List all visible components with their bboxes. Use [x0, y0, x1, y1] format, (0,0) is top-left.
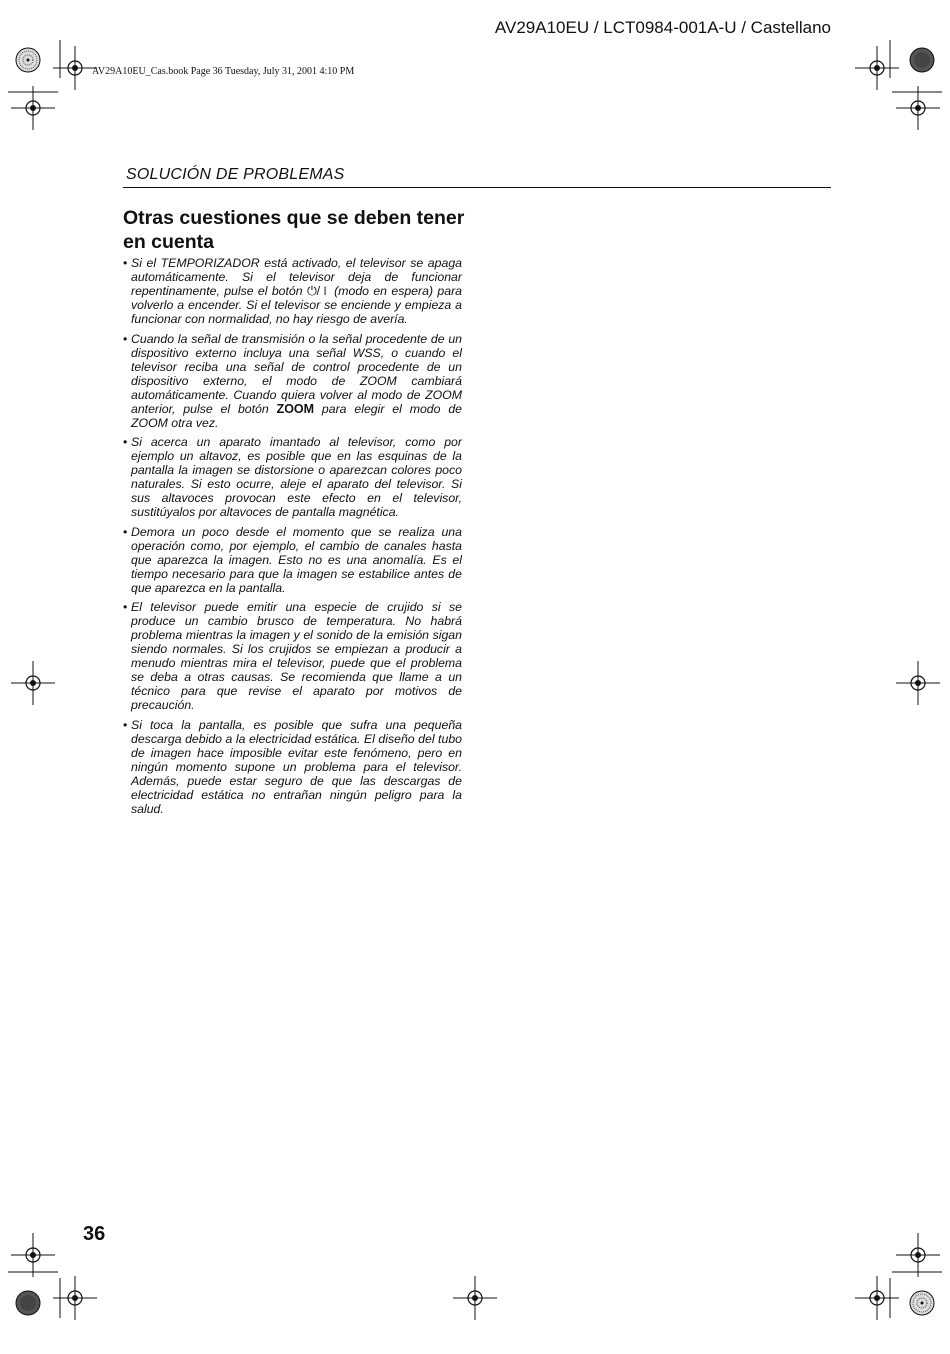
item-text: El televisor puede emitir una especie de crujido si se produce un cambio brusco de temperatura. No habrá problema mientras la imagen y el sonido de la emisión sigan siendo normales. Si los crujidos se empiezan a producir a menudo mientras mira el televisor, puede que el problema se deba a otras causas. Se recomienda que llame a un técnico para que revise el aparato por motivos de precaución.	[131, 600, 462, 712]
item-text: para elegir el modo de ZOOM otra vez.	[131, 401, 462, 430]
list-item	[123, 256, 462, 326]
list-item	[123, 435, 462, 519]
bullet-icon: •	[123, 717, 128, 732]
bullet-icon: •	[123, 600, 128, 614]
bullet-icon: •	[123, 331, 128, 346]
item-text: Si toca la pantalla, es posible que sufra una pequeña descarga debido a la electricidad estática. El diseño del tubo de imagen hace imposible evitar este fenómeno, pero en ningún momento supone un problema para el televisor. Además, puede estar seguro de que las descargas de electricidad estática no entrañan ningún peligro para la salud.	[131, 717, 462, 816]
model-header: AV29A10EU / LCT0984-001A-U / Castellano	[494, 18, 831, 37]
item-text: (modo en espera) para volverlo a encender. Si el televisor se enciende y empieza a funcionar con normalidad, no hay riesgo de avería.	[131, 284, 462, 326]
standby-power-icon: ⏻/⏽	[306, 284, 330, 298]
item-text: Demora un poco desde el momento que se realiza una operación como, por ejemplo, el cambio de canales hasta que aparezca la imagen. Esto no es una anomalía. Es el tiempo necesario para que la imagen se estabilice antes de que aparezca en la pantalla.	[131, 524, 462, 595]
list-item	[123, 600, 462, 712]
item-text: Si acerca un aparato imantado al televisor, como por ejemplo un altavoz, es posible que en las esquinas de la pantalla la imagen se distorsione o aparezcan colores poco naturales. Si esto ocurre, aleje el aparato del televisor. Si sus altavoces provocan este efecto en el televisor, sustitúyalos por altavoces de pantalla magnética.	[131, 435, 462, 519]
bullet-list	[123, 256, 462, 816]
page-number: 36	[83, 1223, 106, 1245]
book-info-line: AV29A10EU_Cas.book Page 36 Tuesday, July 31, 2001 4:10 PM	[92, 66, 355, 77]
section-title: SOLUCIÓN DE PROBLEMAS	[126, 166, 345, 183]
bullet-icon: •	[123, 435, 128, 449]
list-item	[123, 332, 462, 430]
list-item	[123, 718, 462, 816]
bullet-icon: •	[123, 256, 128, 270]
item-text: Si el TEMPORIZADOR está activado, el televisor se apaga automáticamente. Si el televisor deja de funcionar repentinamente, pulse el botón	[131, 256, 462, 298]
bullet-list-container	[123, 256, 462, 821]
section-rule	[123, 187, 831, 188]
page-heading: Otras cuestiones que se deben tener en cuenta	[123, 207, 465, 253]
bullet-icon: •	[123, 524, 128, 539]
item-text: Cuando la señal de transmisión o la señal procedente de un dispositivo externo incluya una señal WSS, o cuando el televisor reciba una señal de control procedente de un dispositivo externo, el modo de ZOOM cambiará automáticamente. Cuando quiera volver al modo de ZOOM anterior, pulse el botón	[131, 331, 462, 416]
zoom-button-label: ZOOM	[276, 401, 315, 416]
list-item	[123, 525, 462, 595]
